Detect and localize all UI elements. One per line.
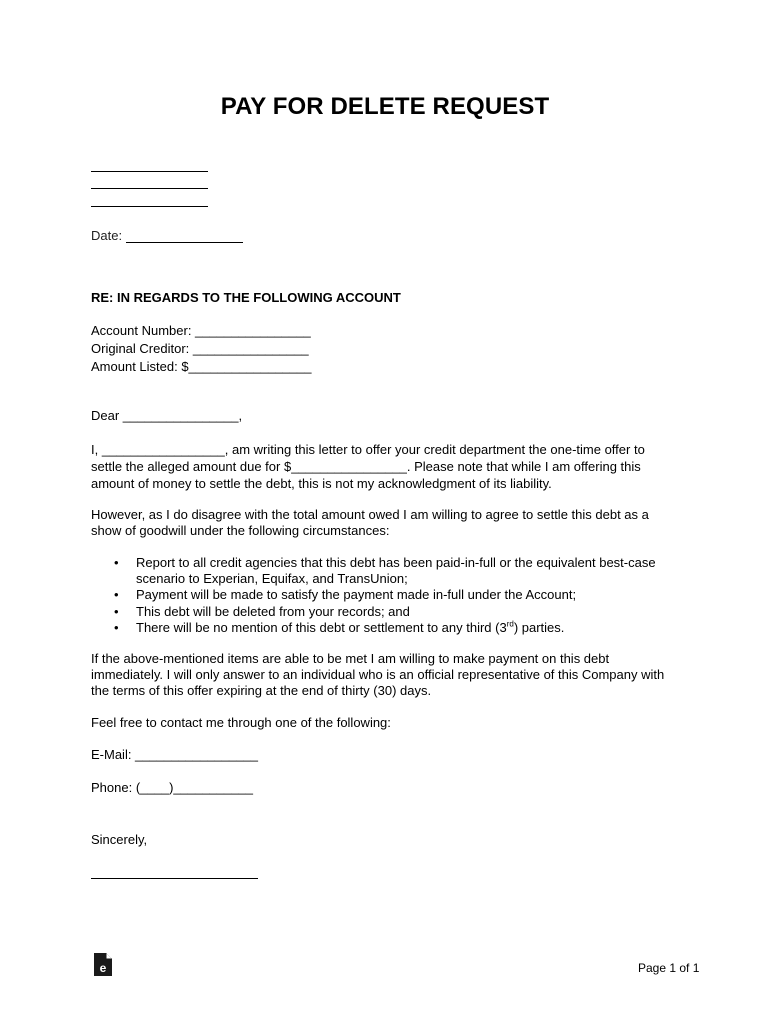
eforms-logo-icon	[93, 952, 113, 977]
account-number-field[interactable]: Account Number: ________________	[91, 323, 311, 338]
amount-listed-field[interactable]: Amount Listed: $_________________	[91, 359, 312, 374]
bullet-dot-4: •	[114, 620, 119, 635]
signature-line[interactable]	[91, 878, 258, 879]
paragraph-1-line-1: I, _________________, am writing this letter to offer your credit department the one-time offer to	[91, 442, 645, 457]
paragraph-1-line-3: amount of money to settle the debt, this is not my acknowledgment of its liability.	[91, 476, 552, 491]
paragraph-2-line-2: show of goodwill under the following circumstances:	[91, 523, 390, 538]
closing: Sincerely,	[91, 832, 148, 847]
date-field[interactable]	[126, 242, 243, 243]
salutation[interactable]: Dear ________________,	[91, 408, 243, 423]
bullet-1-line-2: scenario to Experian, Equifax, and TransUnion;	[136, 571, 408, 586]
bullet-dot-2: •	[114, 587, 119, 602]
bullet-dot-1: •	[114, 555, 119, 570]
date-label: Date:	[91, 228, 123, 243]
re-heading: RE: IN REGARDS TO THE FOLLOWING ACCOUNT	[91, 290, 401, 305]
address-line-2[interactable]	[91, 188, 208, 189]
original-creditor-field[interactable]: Original Creditor: ________________	[91, 341, 309, 356]
bullet-1-line-1: Report to all credit agencies that this debt has been paid-in-full or the equivalent best-case	[136, 555, 656, 570]
bullet-4-text-end: ) parties.	[513, 620, 565, 635]
page-number: Page 1 of 1	[638, 961, 700, 975]
paragraph-3-line-2: immediately. I will only answer to an individual who is an official representative of this Company with	[91, 667, 665, 682]
paragraph-1-line-2: settle the alleged amount due for $________________. Please note that while I am offering this	[91, 459, 641, 474]
svg-text:e: e	[99, 961, 107, 975]
address-line-1[interactable]	[91, 171, 208, 172]
paragraph-3-line-3: the terms of this offer expiring at the end of thirty (30) days.	[91, 683, 432, 698]
bullet-dot-3: •	[114, 604, 119, 619]
address-line-3[interactable]	[91, 206, 208, 207]
bullet-3: This debt will be deleted from your records; and	[136, 604, 410, 619]
bullet-2: Payment will be made to satisfy the payment made in-full under the Account;	[136, 587, 577, 602]
paragraph-2-line-1: However, as I do disagree with the total amount owed I am willing to agree to settle this debt as a	[91, 507, 649, 522]
bullet-4-text: There will be no mention of this debt or settlement to any third (3	[136, 620, 507, 635]
page-title: PAY FOR DELETE REQUEST	[220, 93, 550, 120]
bullet-4-superscript: rd	[506, 619, 514, 629]
bullet-4	[136, 620, 564, 637]
contact-intro: Feel free to contact me through one of the following:	[91, 715, 391, 730]
phone-field[interactable]: Phone: (____)___________	[91, 780, 253, 795]
email-field[interactable]: E-Mail: _________________	[91, 747, 258, 762]
paragraph-3-line-1: If the above-mentioned items are able to be met I am willing to make payment on this debt	[91, 651, 610, 666]
